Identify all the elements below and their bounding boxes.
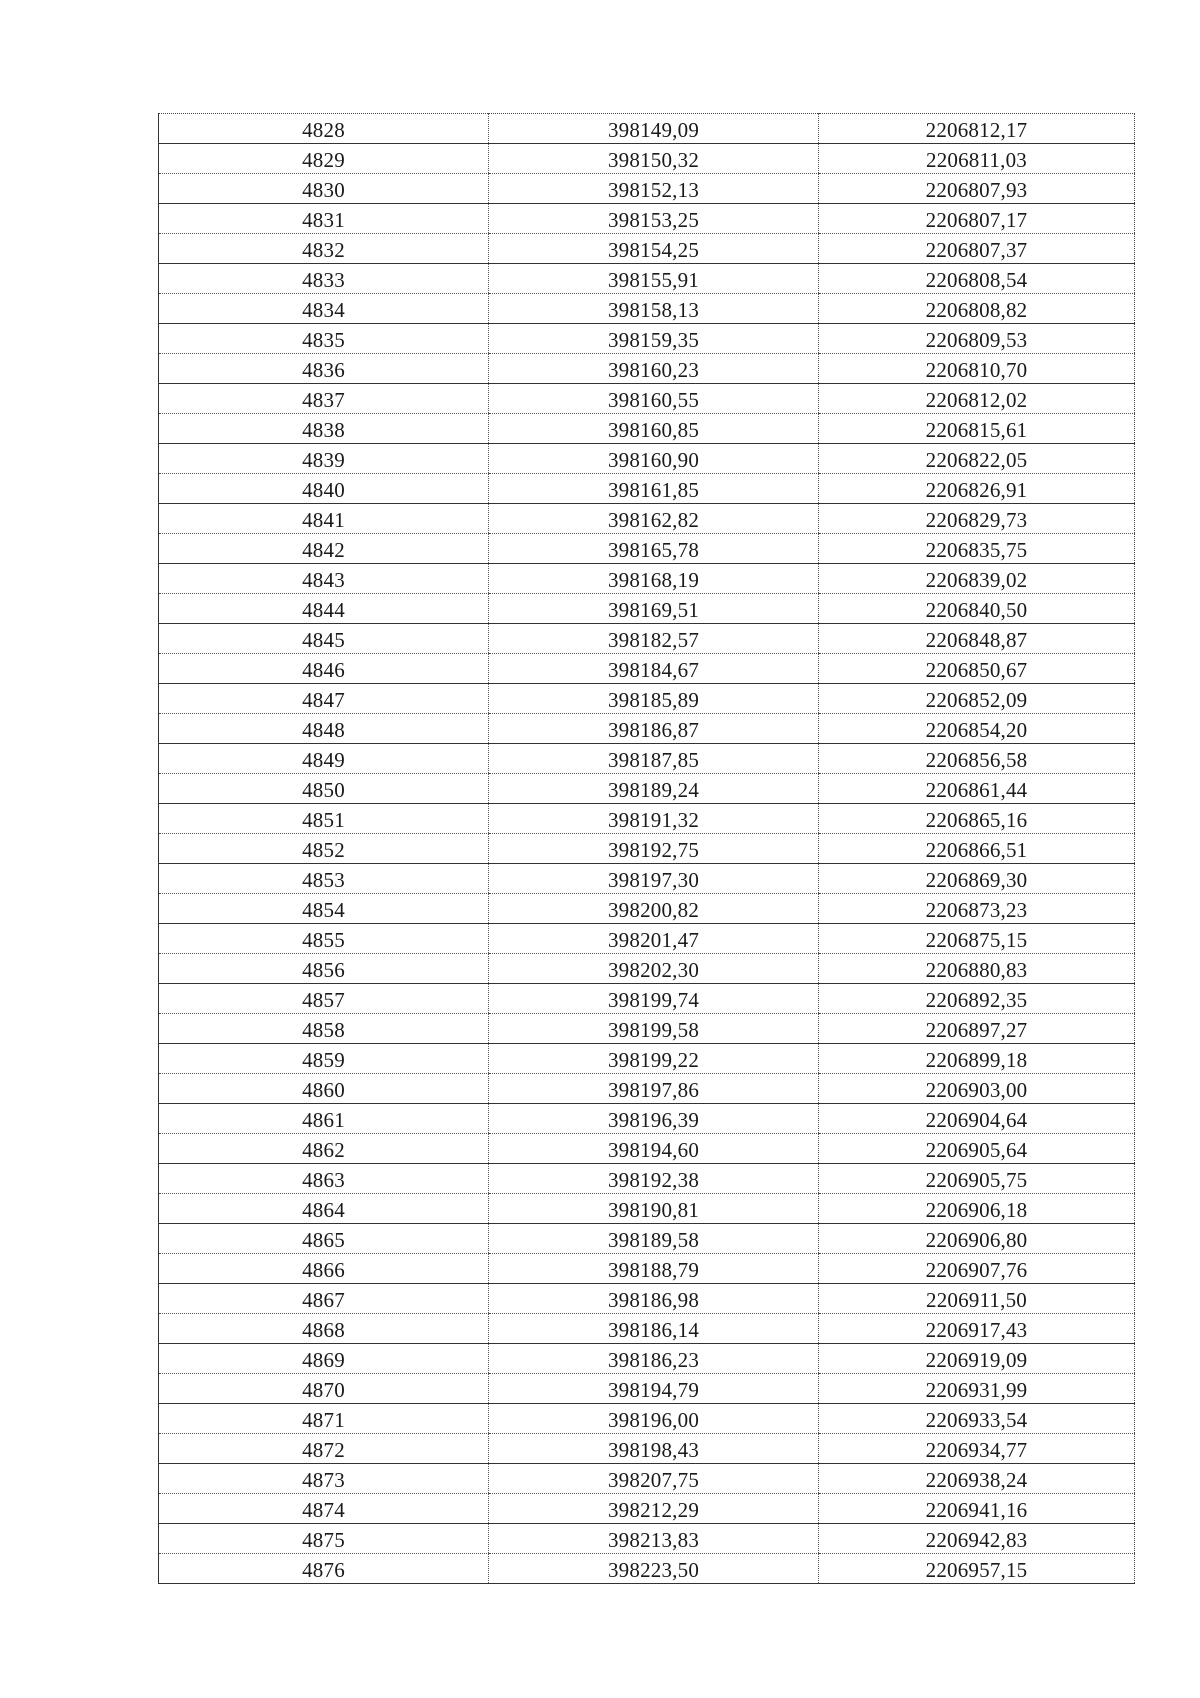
- y-coordinate-cell: 2206807,93: [819, 174, 1135, 204]
- x-coordinate-cell: 398152,13: [489, 174, 819, 204]
- point-number-cell: 4857: [159, 984, 489, 1014]
- point-number-cell: 4876: [159, 1554, 489, 1584]
- table-row: [159, 984, 1135, 1014]
- y-coordinate-cell: 2206852,09: [819, 684, 1135, 714]
- y-coordinate-cell: 2206917,43: [819, 1314, 1135, 1344]
- x-coordinate-cell: 398186,87: [489, 714, 819, 744]
- x-coordinate-cell: 398189,58: [489, 1224, 819, 1254]
- y-coordinate-cell: 2206906,80: [819, 1224, 1135, 1254]
- table-row: [159, 1344, 1135, 1374]
- x-coordinate-cell: 398158,13: [489, 294, 819, 324]
- table-row: [159, 624, 1135, 654]
- point-number-cell: 4852: [159, 834, 489, 864]
- x-coordinate-cell: 398191,32: [489, 804, 819, 834]
- point-number-cell: 4844: [159, 594, 489, 624]
- point-number-cell: 4837: [159, 384, 489, 414]
- point-number-cell: 4847: [159, 684, 489, 714]
- x-coordinate-cell: 398188,79: [489, 1254, 819, 1284]
- y-coordinate-cell: 2206848,87: [819, 624, 1135, 654]
- table-row: [159, 174, 1135, 204]
- table-row: [159, 924, 1135, 954]
- x-coordinate-cell: 398212,29: [489, 1494, 819, 1524]
- y-coordinate-cell: 2206809,53: [819, 324, 1135, 354]
- y-coordinate-cell: 2206839,02: [819, 564, 1135, 594]
- table-row: [159, 1404, 1135, 1434]
- y-coordinate-cell: 2206957,15: [819, 1554, 1135, 1584]
- point-number-cell: 4869: [159, 1344, 489, 1374]
- table-row: [159, 894, 1135, 924]
- table-row: [159, 1044, 1135, 1074]
- table-row: [159, 1464, 1135, 1494]
- table-row: [159, 204, 1135, 234]
- point-number-cell: 4858: [159, 1014, 489, 1044]
- table-row: [159, 324, 1135, 354]
- point-number-cell: 4850: [159, 774, 489, 804]
- point-number-cell: 4875: [159, 1524, 489, 1554]
- point-number-cell: 4865: [159, 1224, 489, 1254]
- y-coordinate-cell: 2206826,91: [819, 474, 1135, 504]
- point-number-cell: 4828: [159, 114, 489, 144]
- x-coordinate-cell: 398186,23: [489, 1344, 819, 1374]
- table-row: [159, 774, 1135, 804]
- point-number-cell: 4862: [159, 1134, 489, 1164]
- table-row: [159, 114, 1135, 144]
- x-coordinate-cell: 398189,24: [489, 774, 819, 804]
- y-coordinate-cell: 2206866,51: [819, 834, 1135, 864]
- y-coordinate-cell: 2206934,77: [819, 1434, 1135, 1464]
- y-coordinate-cell: 2206811,03: [819, 144, 1135, 174]
- point-number-cell: 4829: [159, 144, 489, 174]
- y-coordinate-cell: 2206905,64: [819, 1134, 1135, 1164]
- table-row: [159, 144, 1135, 174]
- table-row: [159, 1434, 1135, 1464]
- table-row: [159, 1494, 1135, 1524]
- table-row: [159, 474, 1135, 504]
- point-number-cell: 4863: [159, 1164, 489, 1194]
- point-number-cell: 4846: [159, 654, 489, 684]
- point-number-cell: 4867: [159, 1284, 489, 1314]
- point-number-cell: 4851: [159, 804, 489, 834]
- point-number-cell: 4845: [159, 624, 489, 654]
- table-row: [159, 444, 1135, 474]
- y-coordinate-cell: 2206906,18: [819, 1194, 1135, 1224]
- point-number-cell: 4841: [159, 504, 489, 534]
- point-number-cell: 4838: [159, 414, 489, 444]
- point-number-cell: 4859: [159, 1044, 489, 1074]
- y-coordinate-cell: 2206861,44: [819, 774, 1135, 804]
- point-number-cell: 4839: [159, 444, 489, 474]
- y-coordinate-cell: 2206931,99: [819, 1374, 1135, 1404]
- point-number-cell: 4868: [159, 1314, 489, 1344]
- x-coordinate-cell: 398185,89: [489, 684, 819, 714]
- table-row: [159, 744, 1135, 774]
- y-coordinate-cell: 2206938,24: [819, 1464, 1135, 1494]
- table-row: [159, 294, 1135, 324]
- y-coordinate-cell: 2206919,09: [819, 1344, 1135, 1374]
- y-coordinate-cell: 2206807,37: [819, 234, 1135, 264]
- y-coordinate-cell: 2206822,05: [819, 444, 1135, 474]
- table-row: [159, 1164, 1135, 1194]
- table-row: [159, 234, 1135, 264]
- point-number-cell: 4831: [159, 204, 489, 234]
- table-row: [159, 264, 1135, 294]
- y-coordinate-cell: 2206865,16: [819, 804, 1135, 834]
- x-coordinate-cell: 398199,22: [489, 1044, 819, 1074]
- x-coordinate-cell: 398202,30: [489, 954, 819, 984]
- x-coordinate-cell: 398168,19: [489, 564, 819, 594]
- y-coordinate-cell: 2206812,17: [819, 114, 1135, 144]
- y-coordinate-cell: 2206941,16: [819, 1494, 1135, 1524]
- y-coordinate-cell: 2206835,75: [819, 534, 1135, 564]
- y-coordinate-cell: 2206892,35: [819, 984, 1135, 1014]
- x-coordinate-cell: 398184,67: [489, 654, 819, 684]
- x-coordinate-cell: 398155,91: [489, 264, 819, 294]
- y-coordinate-cell: 2206808,54: [819, 264, 1135, 294]
- y-coordinate-cell: 2206812,02: [819, 384, 1135, 414]
- x-coordinate-cell: 398199,58: [489, 1014, 819, 1044]
- x-coordinate-cell: 398199,74: [489, 984, 819, 1014]
- y-coordinate-cell: 2206815,61: [819, 414, 1135, 444]
- table-row: [159, 504, 1135, 534]
- point-number-cell: 4833: [159, 264, 489, 294]
- x-coordinate-cell: 398196,39: [489, 1104, 819, 1134]
- point-number-cell: 4873: [159, 1464, 489, 1494]
- y-coordinate-cell: 2206942,83: [819, 1524, 1135, 1554]
- y-coordinate-cell: 2206856,58: [819, 744, 1135, 774]
- x-coordinate-cell: 398154,25: [489, 234, 819, 264]
- x-coordinate-cell: 398186,98: [489, 1284, 819, 1314]
- x-coordinate-cell: 398186,14: [489, 1314, 819, 1344]
- table-row: [159, 564, 1135, 594]
- x-coordinate-cell: 398160,85: [489, 414, 819, 444]
- table-row: [159, 654, 1135, 684]
- point-number-cell: 4834: [159, 294, 489, 324]
- point-number-cell: 4843: [159, 564, 489, 594]
- point-number-cell: 4864: [159, 1194, 489, 1224]
- x-coordinate-cell: 398192,38: [489, 1164, 819, 1194]
- table-row: [159, 684, 1135, 714]
- y-coordinate-cell: 2206854,20: [819, 714, 1135, 744]
- y-coordinate-cell: 2206907,76: [819, 1254, 1135, 1284]
- table-row: [159, 1254, 1135, 1284]
- y-coordinate-cell: 2206850,67: [819, 654, 1135, 684]
- point-number-cell: 4849: [159, 744, 489, 774]
- point-number-cell: 4832: [159, 234, 489, 264]
- y-coordinate-cell: 2206829,73: [819, 504, 1135, 534]
- table-row: [159, 1134, 1135, 1164]
- table-row: [159, 354, 1135, 384]
- y-coordinate-cell: 2206880,83: [819, 954, 1135, 984]
- x-coordinate-cell: 398150,32: [489, 144, 819, 174]
- coordinates-table-body: [159, 114, 1135, 1584]
- y-coordinate-cell: 2206840,50: [819, 594, 1135, 624]
- table-row: [159, 1554, 1135, 1584]
- point-number-cell: 4860: [159, 1074, 489, 1104]
- y-coordinate-cell: 2206897,27: [819, 1014, 1135, 1044]
- table-row: [159, 1194, 1135, 1224]
- point-number-cell: 4856: [159, 954, 489, 984]
- point-number-cell: 4854: [159, 894, 489, 924]
- x-coordinate-cell: 398201,47: [489, 924, 819, 954]
- point-number-cell: 4855: [159, 924, 489, 954]
- point-number-cell: 4853: [159, 864, 489, 894]
- point-number-cell: 4830: [159, 174, 489, 204]
- x-coordinate-cell: 398197,86: [489, 1074, 819, 1104]
- x-coordinate-cell: 398160,55: [489, 384, 819, 414]
- table-row: [159, 384, 1135, 414]
- table-row: [159, 414, 1135, 444]
- y-coordinate-cell: 2206875,15: [819, 924, 1135, 954]
- x-coordinate-cell: 398192,75: [489, 834, 819, 864]
- point-number-cell: 4871: [159, 1404, 489, 1434]
- y-coordinate-cell: 2206903,00: [819, 1074, 1135, 1104]
- x-coordinate-cell: 398223,50: [489, 1554, 819, 1584]
- table-row: [159, 1284, 1135, 1314]
- table-row: [159, 1524, 1135, 1554]
- y-coordinate-cell: 2206899,18: [819, 1044, 1135, 1074]
- y-coordinate-cell: 2206873,23: [819, 894, 1135, 924]
- x-coordinate-cell: 398153,25: [489, 204, 819, 234]
- y-coordinate-cell: 2206810,70: [819, 354, 1135, 384]
- x-coordinate-cell: 398198,43: [489, 1434, 819, 1464]
- point-number-cell: 4870: [159, 1374, 489, 1404]
- point-number-cell: 4848: [159, 714, 489, 744]
- x-coordinate-cell: 398213,83: [489, 1524, 819, 1554]
- x-coordinate-cell: 398161,85: [489, 474, 819, 504]
- point-number-cell: 4872: [159, 1434, 489, 1464]
- y-coordinate-cell: 2206904,64: [819, 1104, 1135, 1134]
- point-number-cell: 4835: [159, 324, 489, 354]
- table-row: [159, 804, 1135, 834]
- point-number-cell: 4874: [159, 1494, 489, 1524]
- point-number-cell: 4836: [159, 354, 489, 384]
- y-coordinate-cell: 2206808,82: [819, 294, 1135, 324]
- point-number-cell: 4861: [159, 1104, 489, 1134]
- x-coordinate-cell: 398187,85: [489, 744, 819, 774]
- coordinates-table: [158, 113, 1135, 1584]
- y-coordinate-cell: 2206807,17: [819, 204, 1135, 234]
- y-coordinate-cell: 2206869,30: [819, 864, 1135, 894]
- table-row: [159, 1104, 1135, 1134]
- table-row: [159, 1074, 1135, 1104]
- x-coordinate-cell: 398200,82: [489, 894, 819, 924]
- y-coordinate-cell: 2206911,50: [819, 1284, 1135, 1314]
- x-coordinate-cell: 398194,79: [489, 1374, 819, 1404]
- x-coordinate-cell: 398207,75: [489, 1464, 819, 1494]
- x-coordinate-cell: 398160,23: [489, 354, 819, 384]
- table-row: [159, 864, 1135, 894]
- table-row: [159, 534, 1135, 564]
- x-coordinate-cell: 398169,51: [489, 594, 819, 624]
- x-coordinate-cell: 398197,30: [489, 864, 819, 894]
- x-coordinate-cell: 398165,78: [489, 534, 819, 564]
- x-coordinate-cell: 398194,60: [489, 1134, 819, 1164]
- y-coordinate-cell: 2206905,75: [819, 1164, 1135, 1194]
- table-row: [159, 954, 1135, 984]
- x-coordinate-cell: 398162,82: [489, 504, 819, 534]
- x-coordinate-cell: 398149,09: [489, 114, 819, 144]
- table-row: [159, 1224, 1135, 1254]
- table-row: [159, 834, 1135, 864]
- table-row: [159, 594, 1135, 624]
- x-coordinate-cell: 398160,90: [489, 444, 819, 474]
- x-coordinate-cell: 398190,81: [489, 1194, 819, 1224]
- table-row: [159, 1374, 1135, 1404]
- x-coordinate-cell: 398196,00: [489, 1404, 819, 1434]
- point-number-cell: 4866: [159, 1254, 489, 1284]
- table-row: [159, 714, 1135, 744]
- table-row: [159, 1314, 1135, 1344]
- y-coordinate-cell: 2206933,54: [819, 1404, 1135, 1434]
- point-number-cell: 4840: [159, 474, 489, 504]
- point-number-cell: 4842: [159, 534, 489, 564]
- x-coordinate-cell: 398182,57: [489, 624, 819, 654]
- table-row: [159, 1014, 1135, 1044]
- x-coordinate-cell: 398159,35: [489, 324, 819, 354]
